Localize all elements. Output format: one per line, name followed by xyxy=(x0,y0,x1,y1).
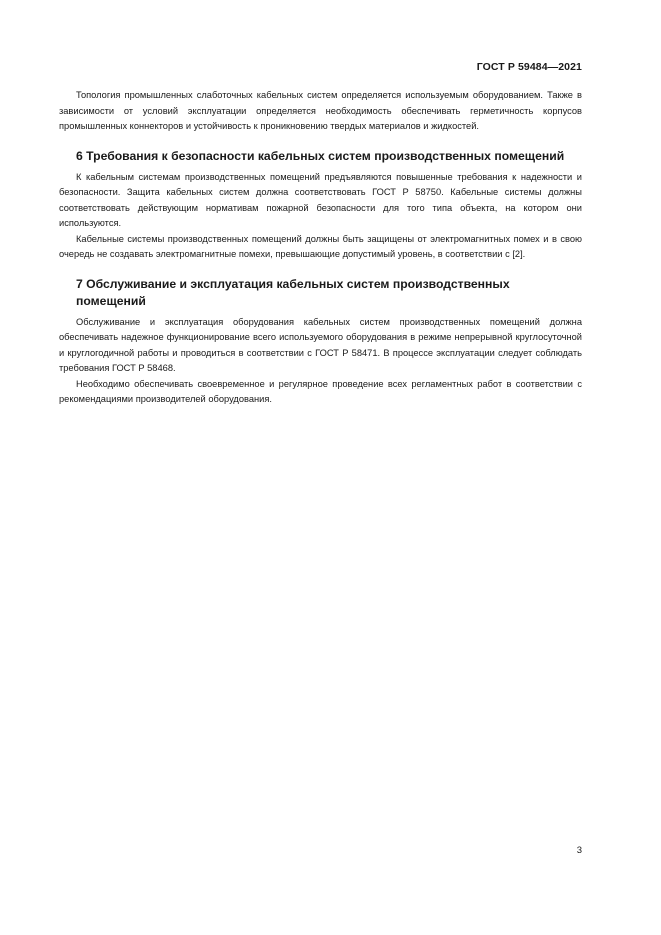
section-7-paragraph-1: Обслуживание и эксплуатация оборудования кабельных систем производственных помещений должна обеспечивать надежное функционирование всего используемого оборудования в режиме непрерывной круглосуточной и круглогодичной работы и проводиться в соответствии с ГОСТ Р 58471. В процессе эксплуатации следует соблюдать требования ГОСТ Р 58468. xyxy=(59,316,582,373)
section-7-paragraph-2: Необходимо обеспечивать своевременное и регулярное проведение всех регламентных работ в соответствии с рекомендациями производителей оборудования. xyxy=(59,378,582,404)
section-7-heading: 7 Обслуживание и эксплуатация кабельных систем производственных помещений xyxy=(76,276,510,308)
document-code: ГОСТ Р 59484—2021 xyxy=(476,61,582,73)
section-6-heading: 6 Требования к безопасности кабельных систем производственных помещений xyxy=(76,148,565,163)
document-body xyxy=(59,88,582,408)
intro-paragraph: Топология промышленных слаботочных кабельных систем определяется используемым оборудованием. Также в зависимости от условий эксплуатации определяется необходимость обеспечивать герметичность корпусов промышленных коннекторов и устойчивость к проникновению твердых материалов и жидкостей. xyxy=(59,90,582,131)
section-6-paragraph-1: К кабельным системам производственных помещений предъявляются повышенные требования к надежности и безопасности. Защита кабельных систем должна соответствовать ГОСТ Р 58750. Кабельные системы должны соответствовать действующим нормативам пожарной безопасности для того типа объекта, на котором они используются. xyxy=(59,171,582,228)
section-6-paragraph-2: Кабельные системы производственных помещений должны быть защищены от электромагнитных помех и в свою очередь не создавать электромагнитные помехи, превышающие допустимый уровень, в соответствии с [2]. xyxy=(59,233,582,259)
page-number: 3 xyxy=(576,845,582,856)
